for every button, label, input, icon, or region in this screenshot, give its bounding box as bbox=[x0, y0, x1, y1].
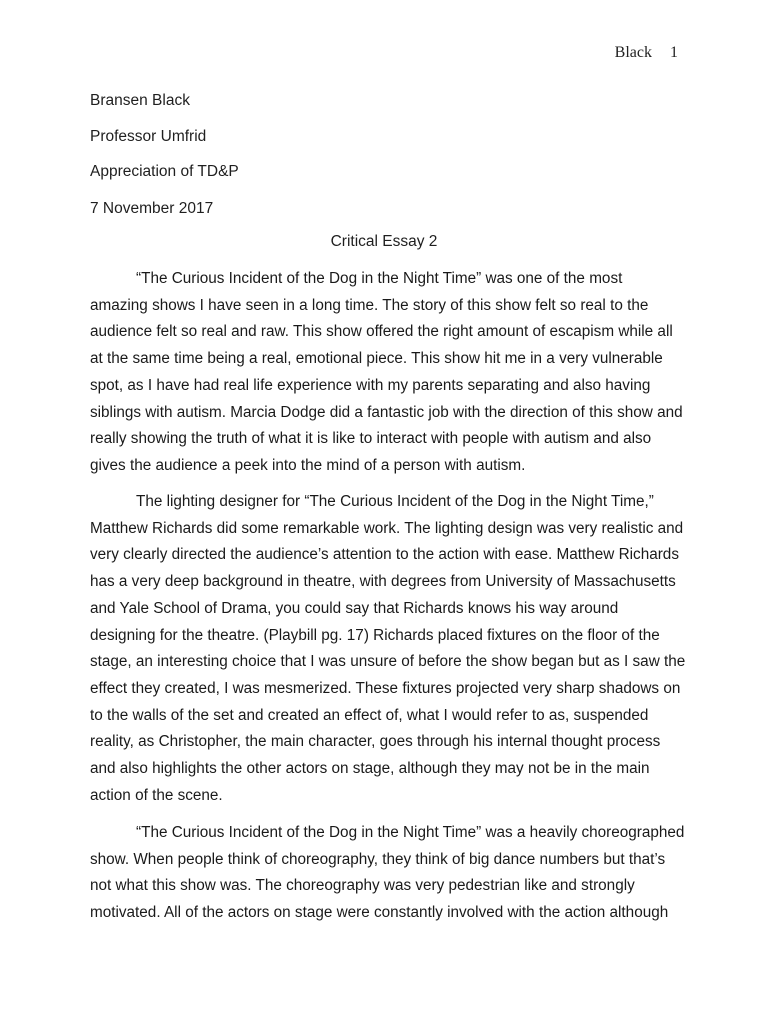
running-head bbox=[615, 44, 678, 62]
paragraph-line: to the walls of the set and created an effect of, what I would refer to as, suspended bbox=[90, 706, 649, 724]
paragraph-line: “The Curious Incident of the Dog in the Night Time” was one of the most bbox=[136, 270, 623, 287]
paragraph-line: has a very deep background in theatre, with degrees from University of Massachusetts bbox=[90, 573, 676, 591]
page-number: 1 bbox=[670, 44, 678, 61]
paragraph-line: “The Curious Incident of the Dog in the Night Time” was a heavily choreographed bbox=[136, 824, 685, 841]
paragraph-line: reality, as Christopher, the main character, goes through his internal thought process bbox=[90, 733, 661, 751]
paragraph-line: audience felt so real and raw. This show offered the right amount of escapism while all bbox=[90, 323, 673, 341]
course-name: Appreciation of TD&P bbox=[90, 163, 239, 180]
paragraph-line: motivated. All of the actors on stage were constantly involved with the action although bbox=[90, 904, 669, 922]
author-name: Bransen Black bbox=[90, 92, 190, 109]
paragraph-line: stage, an interesting choice that I was unsure of before the show began but as I saw the bbox=[90, 653, 686, 671]
professor-name: Professor Umfrid bbox=[90, 128, 207, 145]
essay-date: 7 November 2017 bbox=[90, 200, 214, 217]
running-head-name: Black bbox=[614, 44, 652, 61]
paragraph-line: action of the scene. bbox=[90, 786, 223, 804]
paragraph-line: and Yale School of Drama, you could say that Richards knows his way around bbox=[90, 599, 619, 617]
paragraph-line: effect they created, I was mesmerized. These fixtures projected very sharp shadows on bbox=[90, 679, 681, 697]
paragraph-line: really showing the truth of what it is like to interact with people with autism and also bbox=[90, 430, 652, 448]
paragraph-line: spot, as I have had real life experience with my parents separating and also having bbox=[90, 376, 651, 394]
paragraph-line: siblings with autism. Marcia Dodge did a fantastic job with the direction of this show and bbox=[90, 403, 683, 421]
paragraph-line: gives the audience a peek into the mind of a person with autism. bbox=[90, 456, 526, 474]
paragraph-line: at the same time being a real, emotional piece. This show hit me in a very vulnerable bbox=[90, 350, 663, 368]
paragraph-line: The lighting designer for “The Curious Incident of the Dog in the Night Time,” bbox=[136, 493, 654, 510]
paragraph-3 bbox=[90, 820, 685, 927]
paragraph-2 bbox=[90, 489, 686, 809]
essay-title: Critical Essay 2 bbox=[330, 233, 438, 250]
paragraph-line: very clearly directed the audience’s attention to the action with ease. Matthew Richards bbox=[90, 546, 679, 564]
paragraph-line: Matthew Richards did some remarkable work. The lighting design was very realistic and bbox=[90, 519, 684, 537]
paragraph-line: amazing shows I have seen in a long time. The story of this show felt so real to the bbox=[90, 296, 649, 314]
paragraph-line: and also highlights the other actors on stage, although they may not be in the main bbox=[90, 760, 650, 778]
paragraph-line: designing for the theatre. (Playbill pg. 17) Richards placed fixtures on the floor of the bbox=[90, 626, 660, 644]
paragraph-line: show. When people think of choreography, they think of big dance numbers but that’s bbox=[90, 850, 666, 868]
paragraph-line: not what this show was. The choreography was very pedestrian like and strongly bbox=[90, 877, 635, 895]
paragraph-1 bbox=[90, 266, 683, 480]
